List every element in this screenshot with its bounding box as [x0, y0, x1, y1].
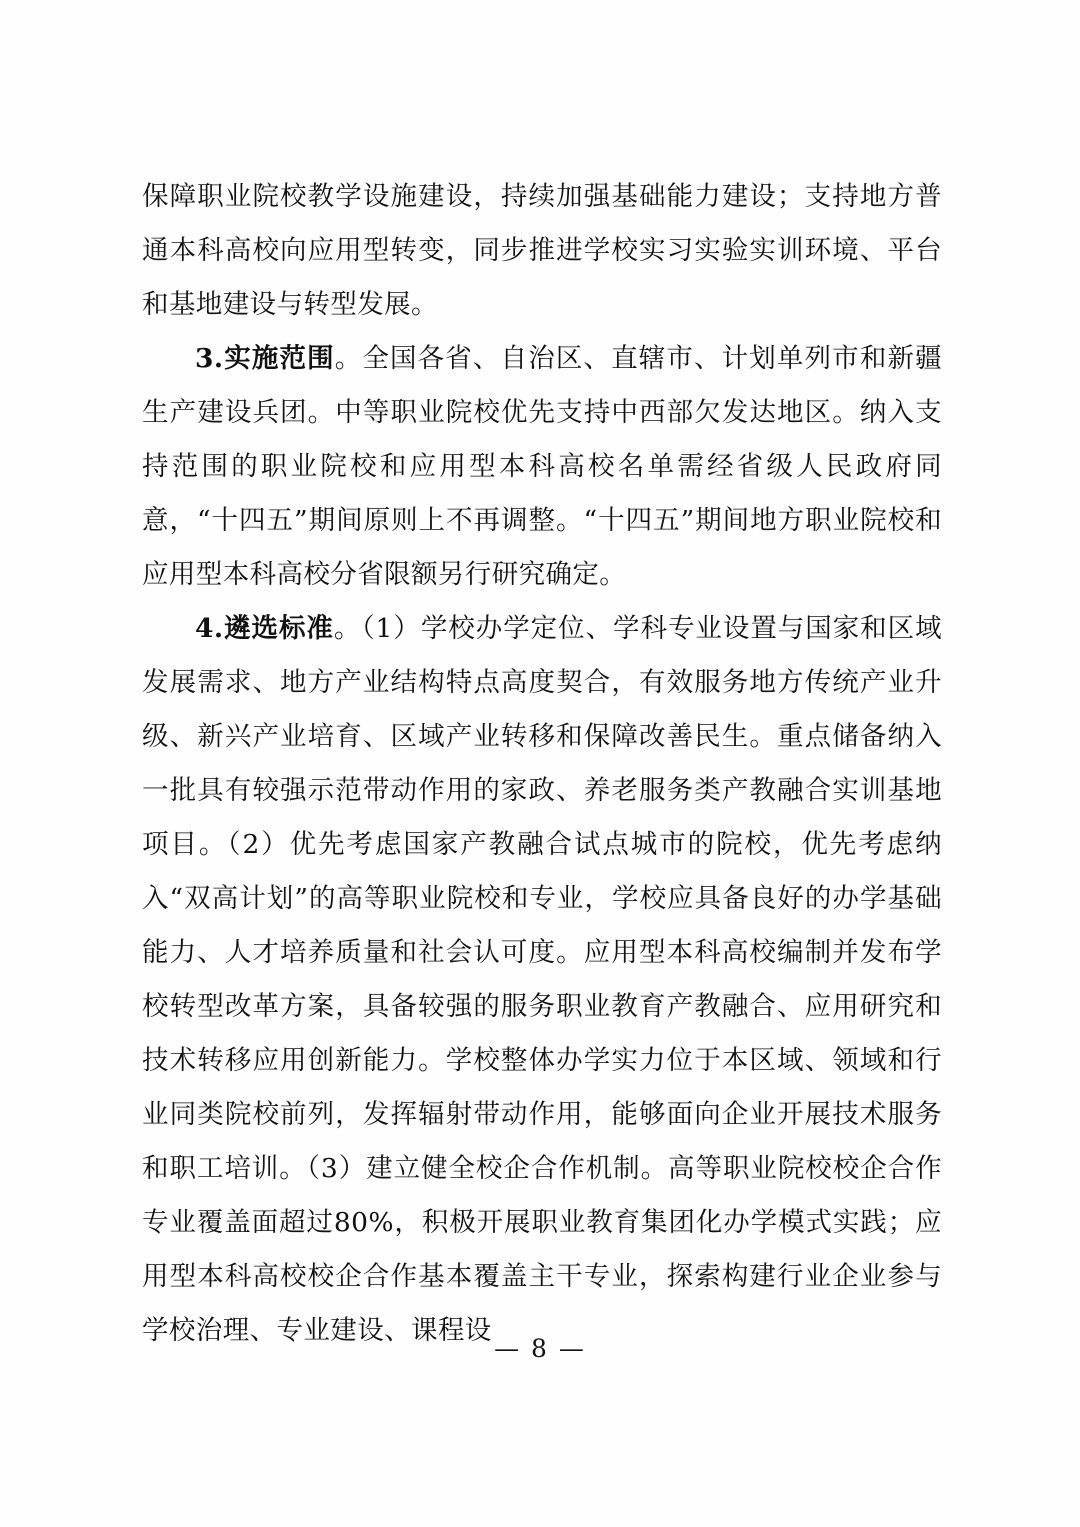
paragraph-lead-label: 4.遴选标准 [195, 613, 334, 644]
page-number: — 8 — [494, 1334, 586, 1363]
paragraph-text: 。全国各省、自治区、直辖市、计划单列市和新疆生产建设兵团。中等职业院校优先支持中西部欠发达地区。纳入支持范围的职业院校和应用型本科高校名单需经省级人民政府同意，“十四五”期间原则上不再调整。“十四五”期间地方职业院校和应用型本科高校分省限额另行研究确定。 [142, 343, 942, 590]
paragraph-text: 。（1）学校办学定位、学科专业设置与国家和区域发展需求、地方产业结构特点高度契合，有效服务地方传统产业升级、新兴产业培育、区域产业转移和保障改善民生。重点储备纳入一批具有较强示范带动作用的家政、养老服务类产教融合实训基地项目。（2）优先考虑国家产教融合试点城市的院校，优先考虑纳入“双高计划”的高等职业院校和专业，学校应具备良好的办学基础能力、人才培养质量和社会认可度。应用型本科高校编制并发布学校转型改革方案，具备较强的服务职业教育产教融合、应用研究和技术转移应用创新能力。学校整体办学实力位于本区域、领域和行业同类院校前列，发挥辐射带动作用，能够面向企业开展技术服务和职工培训。（3）建立健全校企合作机制。高等职业院校校企合作专业覆盖面超过80%，积极开展职业教育集团化办学模式实践；应用型本科高校校企合作基本覆盖主干专业，探索构建行业企业参与学校治理、专业建设、课程设 [142, 613, 942, 1346]
paragraph-item-4 [142, 602, 942, 1358]
paragraph-lead-label: 3.实施范围 [195, 343, 335, 374]
paragraph-continuation [142, 170, 942, 332]
paragraph-item-3 [142, 332, 942, 602]
page-body [142, 170, 942, 1358]
paragraph-text: 保障职业院校教学设施建设，持续加强基础能力建设；支持地方普通本科高校向应用型转变，同步推进学校实习实验实训环境、平台和基地建设与转型发展。 [142, 181, 942, 320]
